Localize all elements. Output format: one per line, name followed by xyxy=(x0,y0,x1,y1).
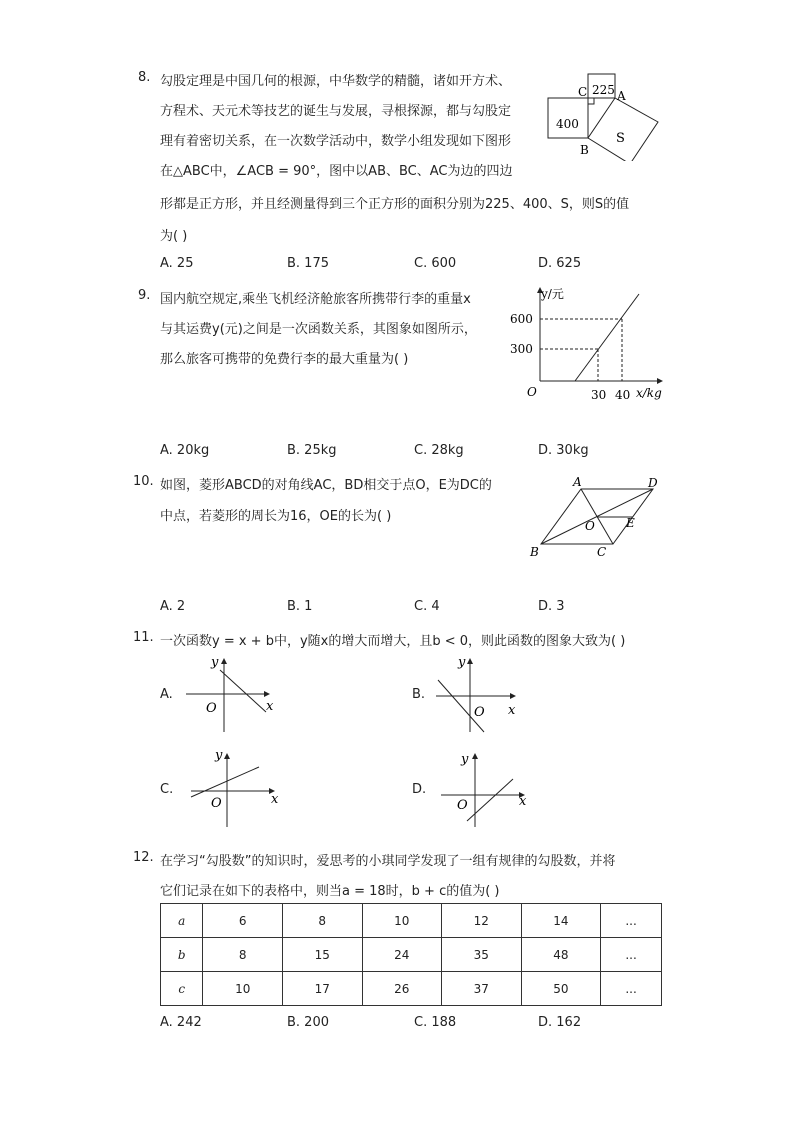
q11-graph-b[interactable] xyxy=(430,652,530,734)
q10-label-d: D xyxy=(648,476,658,490)
table-cell: 12 xyxy=(442,904,522,938)
table-cell: 24 xyxy=(362,938,442,972)
q11d-y-arrow xyxy=(472,753,478,759)
q9-line-1: 国内航空规定,乘坐飞机经济舱旅客所携带行李的重量x xyxy=(160,292,471,307)
q8-label-a: A xyxy=(617,89,626,103)
q11a-function-line xyxy=(220,670,266,712)
q9-tick-600: 600 xyxy=(510,312,533,326)
q11b-y-label: y xyxy=(458,655,466,670)
q10-line-1: 如图，菱形ABCD的对角线AC，BD相交于点O，E为DC的 xyxy=(160,478,492,493)
q8-line-1: 勾股定理是中国几何的根源，中华数学的精髓，诸如开方术、 xyxy=(160,74,512,89)
q10-rhombus-figure xyxy=(525,472,670,562)
table-cell: a xyxy=(161,904,203,938)
q8-line-5: 形都是正方形，并且经测量得到三个正方形的面积分别为225、400、S，则S的值 xyxy=(160,197,630,212)
table-cell: ... xyxy=(601,938,662,972)
q11d-function-line xyxy=(467,779,513,821)
table-cell: 17 xyxy=(282,972,362,1006)
q8-right-angle-mark xyxy=(588,98,594,104)
q11c-function-line xyxy=(191,767,259,797)
table-cell: 15 xyxy=(282,938,362,972)
q10-option-a[interactable]: A. 2 xyxy=(160,599,186,614)
table-cell: 26 xyxy=(362,972,442,1006)
q8-line-2: 方程术、天元术等技艺的诞生与发展，寻根探源，都与勾股定 xyxy=(160,104,512,119)
q10-line-2: 中点，若菱形的周长为16，OE的长为( ) xyxy=(160,509,392,524)
q8-option-b[interactable]: B. 175 xyxy=(287,256,329,271)
q11b-x-label: x xyxy=(508,703,516,718)
q11c-y-label: y xyxy=(215,748,223,763)
table-cell: ... xyxy=(601,904,662,938)
q9-option-d[interactable]: D. 30kg xyxy=(538,443,589,458)
q12-option-c[interactable]: C. 188 xyxy=(414,1015,457,1030)
q8-option-d[interactable]: D. 625 xyxy=(538,256,582,271)
q12-option-a[interactable]: A. 242 xyxy=(160,1015,202,1030)
q8-area-225: 225 xyxy=(592,83,615,97)
q11d-y-label: y xyxy=(461,752,469,767)
q8-option-a[interactable]: A. 25 xyxy=(160,256,194,271)
q8-line-3: 理有着密切关系，在一次数学活动中，数学小组发现如下图形 xyxy=(160,134,512,149)
q11a-x-label: x xyxy=(266,699,274,714)
q8-option-c[interactable]: C. 600 xyxy=(414,256,457,271)
q11c-y-arrow xyxy=(224,753,230,759)
q11-graph-c[interactable] xyxy=(185,745,290,830)
q9-tick-40: 40 xyxy=(615,388,631,402)
q12-line-1: 在学习“勾股数”的知识时，爱思考的小琪同学发现了一组有规律的勾股数，并将 xyxy=(160,854,616,869)
q9-option-a[interactable]: A. 20kg xyxy=(160,443,210,458)
q10-label-c: C xyxy=(597,545,607,559)
table-cell: b xyxy=(161,938,203,972)
q12-pythagorean-table xyxy=(160,903,662,1006)
q10-label-o: O xyxy=(585,519,595,533)
q11d-origin: O xyxy=(457,798,468,813)
q11c-origin: O xyxy=(211,796,222,811)
q10-option-d[interactable]: D. 3 xyxy=(538,599,565,614)
q10-label-a: A xyxy=(573,475,582,489)
q9-number: 9. xyxy=(138,288,151,303)
q11-option-d-letter[interactable]: D. xyxy=(412,782,427,797)
table-cell: 35 xyxy=(442,938,522,972)
q8-area-s: S xyxy=(616,131,625,146)
q12-number: 12. xyxy=(133,850,154,865)
q9-x-label: x/kg xyxy=(636,386,662,400)
q9-y-label: y/元 xyxy=(541,287,564,301)
q10-number: 10. xyxy=(133,474,154,489)
q10-label-b: B xyxy=(530,545,539,559)
q9-function-graph xyxy=(505,283,675,405)
q11-graph-d[interactable] xyxy=(435,745,540,830)
table-cell: 6 xyxy=(203,904,283,938)
q9-tick-300: 300 xyxy=(510,342,533,356)
q9-tick-30: 30 xyxy=(591,388,607,402)
q11-graph-a[interactable] xyxy=(180,652,280,734)
q10-option-b[interactable]: B. 1 xyxy=(287,599,313,614)
table-cell: 8 xyxy=(203,938,283,972)
q9-x-arrow xyxy=(657,378,663,384)
table-cell: 14 xyxy=(521,904,601,938)
q9-cost-line xyxy=(575,294,639,381)
q9-line-3: 那么旅客可携带的免费行李的最大重量为( ) xyxy=(160,352,409,367)
table-row xyxy=(161,972,662,1006)
table-cell: 10 xyxy=(203,972,283,1006)
q9-origin: O xyxy=(527,385,537,399)
q8-line-6: 为( ) xyxy=(160,229,188,244)
q9-line-2: 与其运费y(元)之间是一次函数关系，其图象如图所示， xyxy=(160,322,477,337)
table-cell: 37 xyxy=(442,972,522,1006)
q8-label-c: C xyxy=(578,85,588,99)
q11-number: 11. xyxy=(133,630,154,645)
q11c-x-label: x xyxy=(271,792,279,807)
q11b-origin: O xyxy=(474,705,485,720)
q11-option-c-letter[interactable]: C. xyxy=(160,782,174,797)
table-cell: 48 xyxy=(521,938,601,972)
q10-label-e: E xyxy=(626,516,635,530)
q8-number: 8. xyxy=(138,70,151,85)
q11a-y-arrow xyxy=(221,658,227,664)
q12-line-2: 它们记录在如下的表格中，则当a = 18时，b + c的值为( ) xyxy=(160,884,500,899)
table-cell: 10 xyxy=(362,904,442,938)
table-cell: 8 xyxy=(282,904,362,938)
table-row xyxy=(161,938,662,972)
q12-option-b[interactable]: B. 200 xyxy=(287,1015,329,1030)
q11-option-b-letter[interactable]: B. xyxy=(412,687,426,702)
q8-pythagoras-figure xyxy=(540,66,670,161)
q12-option-d[interactable]: D. 162 xyxy=(538,1015,582,1030)
q11b-y-arrow xyxy=(467,658,473,664)
q10-option-c[interactable]: C. 4 xyxy=(414,599,440,614)
q11-option-a-letter[interactable]: A. xyxy=(160,687,173,702)
q11a-y-label: y xyxy=(211,655,219,670)
q9-option-b[interactable]: B. 25kg xyxy=(287,443,337,458)
q11a-origin: O xyxy=(206,701,217,716)
q8-line-4: 在△ABC中，∠ACB = 90°，图中以AB、BC、AC为边的四边 xyxy=(160,164,513,179)
q9-option-c[interactable]: C. 28kg xyxy=(414,443,464,458)
q11d-x-label: x xyxy=(519,794,527,809)
q11b-x-arrow xyxy=(510,693,516,699)
q8-area-400: 400 xyxy=(556,117,579,131)
table-row xyxy=(161,904,662,938)
q11-line: 一次函数y = x + b中，y随x的增大而增大，且b < 0，则此函数的图象大致为( ) xyxy=(160,634,626,649)
q11a-x-arrow xyxy=(264,691,270,697)
q8-label-b: B xyxy=(580,143,589,157)
table-cell: ... xyxy=(601,972,662,1006)
table-cell: 50 xyxy=(521,972,601,1006)
q8-square-ab xyxy=(588,98,658,161)
table-cell: c xyxy=(161,972,203,1006)
